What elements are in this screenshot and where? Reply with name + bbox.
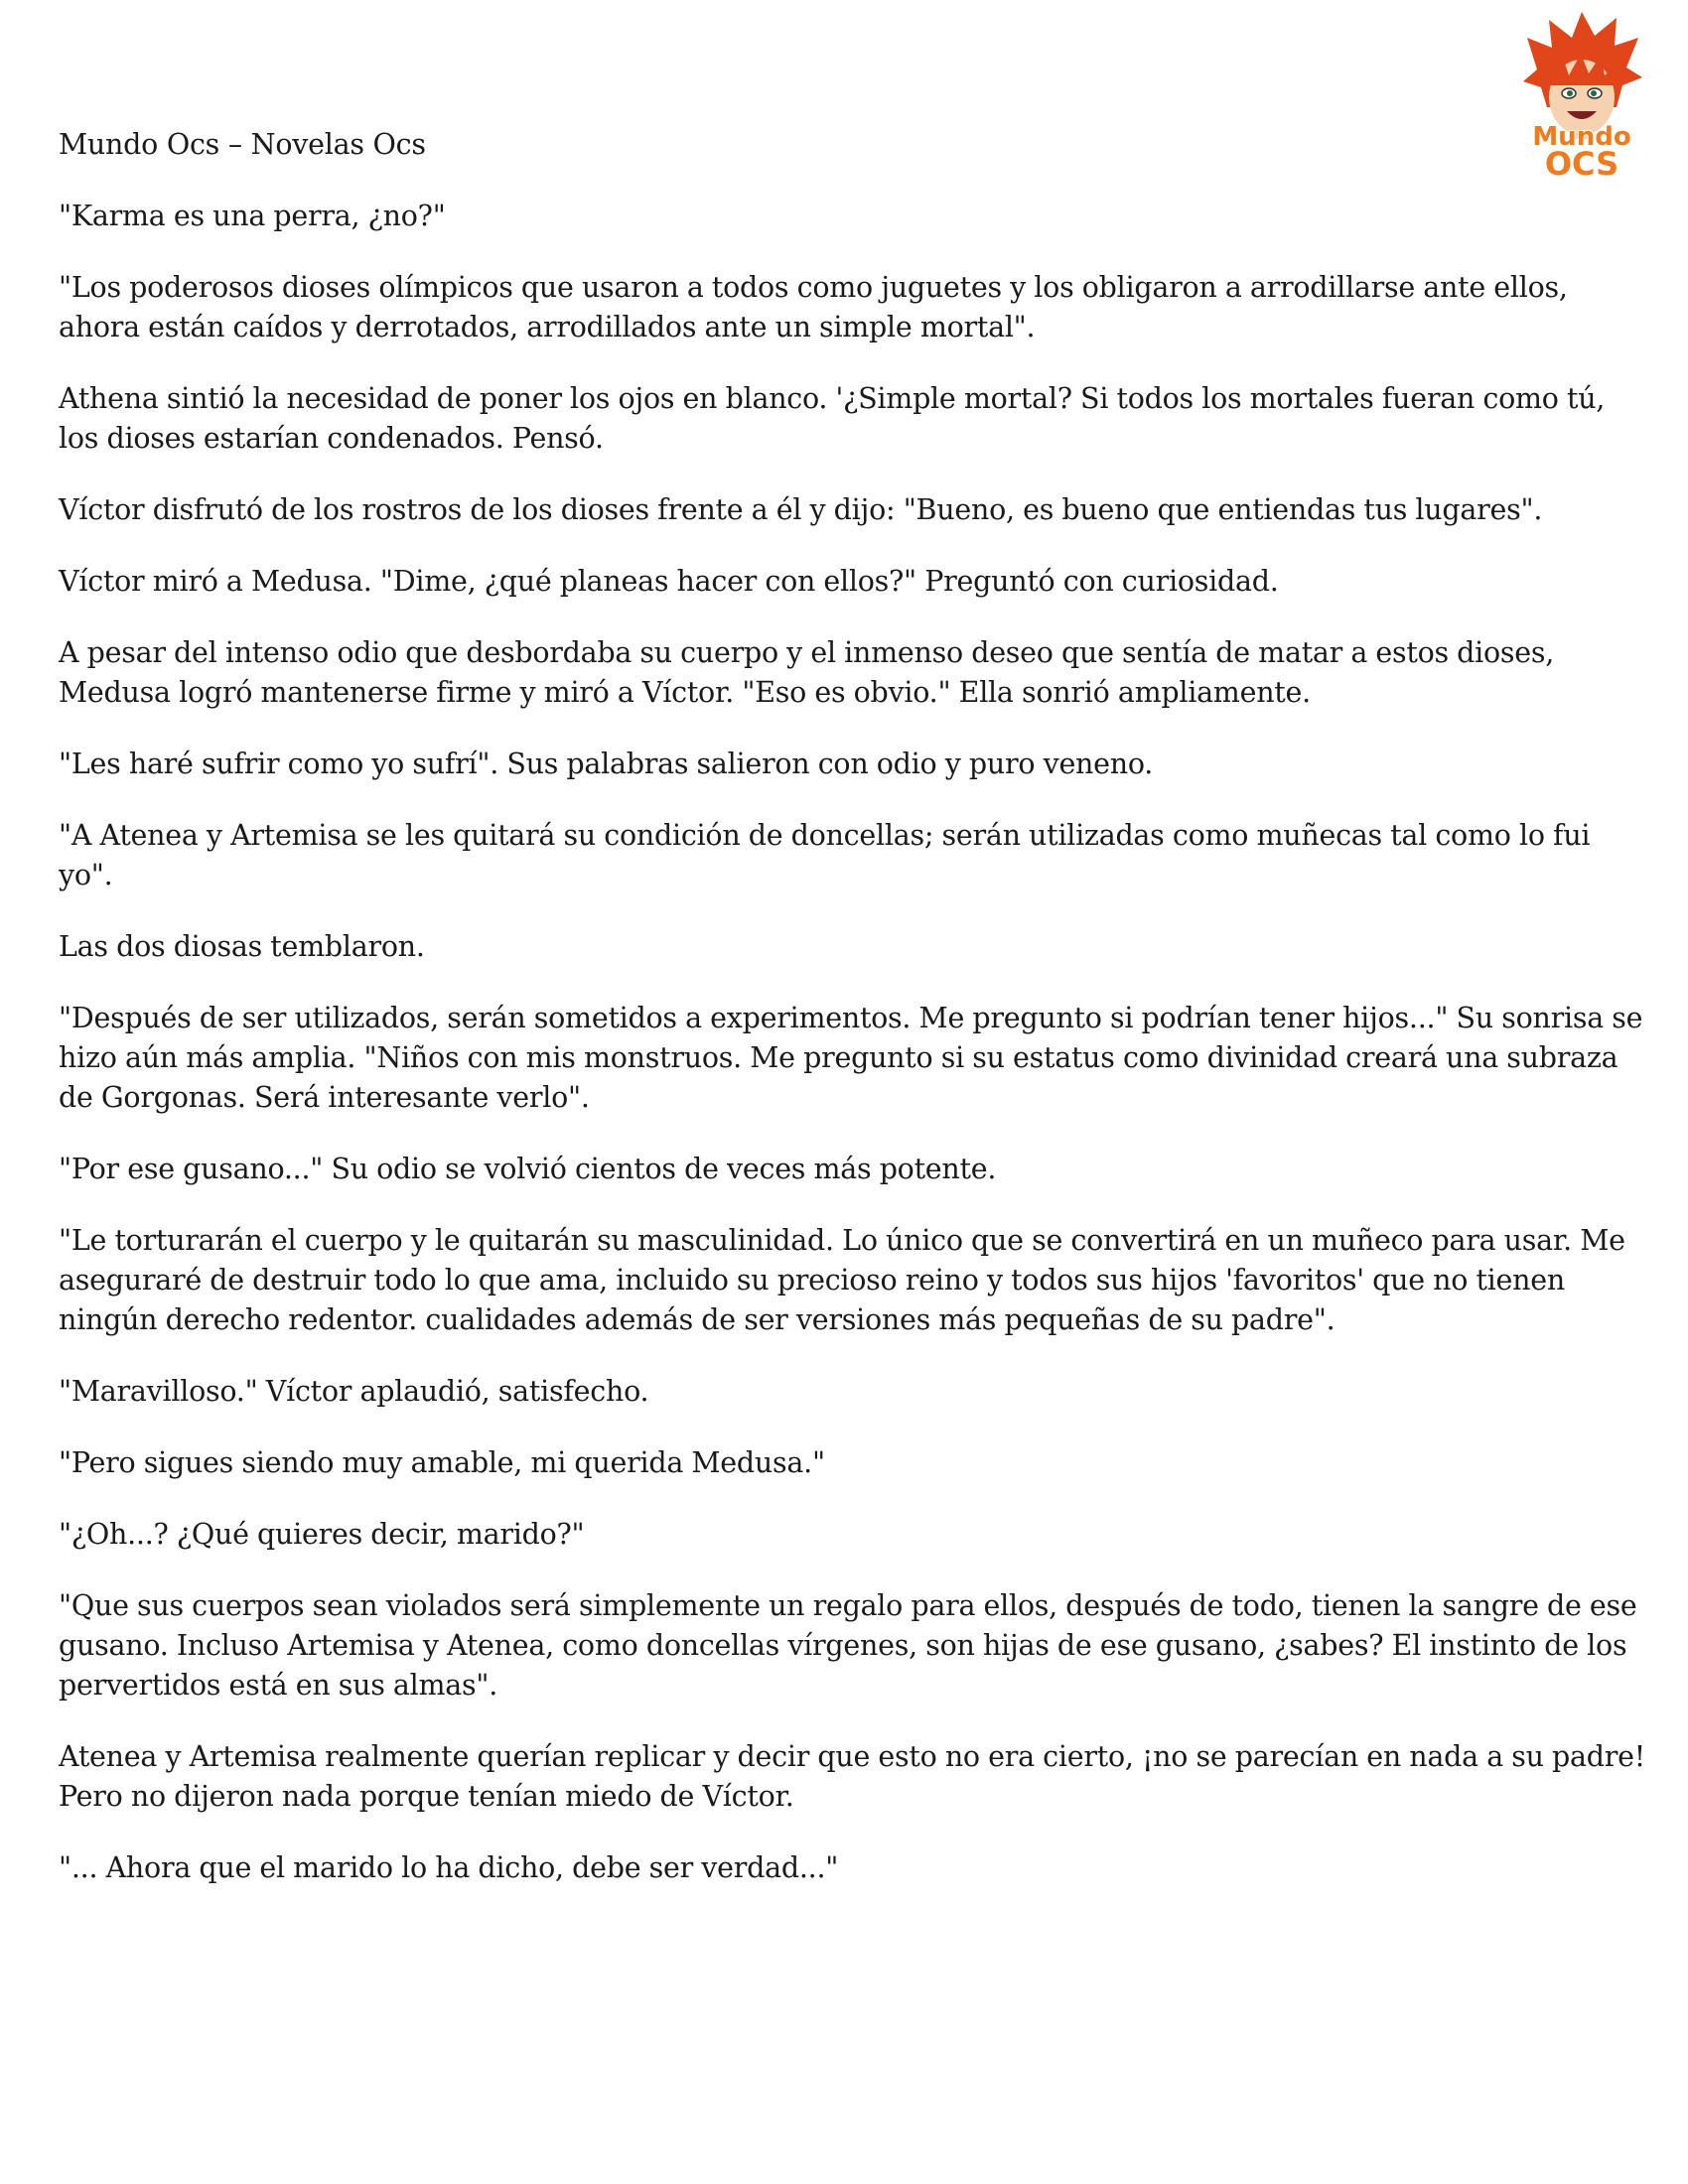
paragraph: A pesar del intenso odio que desbordaba su cuerpo y el inmenso deseo que sentía de matar a estos dioses, Medusa logró mantenerse firme y miró a Víctor. "Eso es obvio." Ella sonrió ampliamente. — [59, 636, 1555, 709]
paragraph: Las dos diosas temblaron. — [59, 930, 425, 963]
paragraph: "A Atenea y Artemisa se les quitará su condición de doncellas; serán utilizadas como muñecas tal como lo fui yo". — [59, 819, 1591, 891]
paragraph: "Por ese gusano..." Su odio se volvió cientos de veces más potente. — [59, 1153, 997, 1185]
logo-text-top: Mundo — [1532, 122, 1631, 152]
paragraph: "Que sus cuerpos sean violados será simplemente un regalo para ellos, después de todo, tienen la sangre de ese gusano. Incluso Artemisa y Atenea, como doncellas vírgenes, son hijas de ese gusano, ¿sabes? El instinto de los pervertidos está en sus almas". — [59, 1589, 1637, 1702]
paragraph: "Les haré sufrir como yo sufrí". Sus palabras salieron con odio y puro veneno. — [59, 748, 1154, 780]
paragraph: "... Ahora que el marido lo ha dicho, debe ser verdad..." — [59, 1851, 839, 1884]
paragraph: Atenea y Artemisa realmente querían replicar y decir que esto no era cierto, ¡no se parecían en nada a su padre! Pero no dijeron nada porque tenían miedo de Víctor. — [59, 1740, 1645, 1813]
paragraph: "Los poderosos dioses olímpicos que usaron a todos como juguetes y los obligaron a arrodillarse ante ellos, ahora están caídos y derrotados, arrodillados ante un simple mortal". — [59, 271, 1568, 343]
paragraph-list — [59, 197, 1647, 1888]
paragraph: "Le torturarán el cuerpo y le quitarán su masculinidad. Lo único que se convertirá en un muñeco para usar. Me aseguraré de destruir todo lo que ama, incluido su precioso reino y todos sus hijos 'favoritos' que no tienen ningún derecho redentor. cualidades además de ser versiones más pequeñas de su padre". — [59, 1224, 1625, 1336]
paragraph: Víctor miró a Medusa. "Dime, ¿qué planeas hacer con ellos?" Preguntó con curiosidad. — [59, 565, 1279, 598]
paragraph: "Maravilloso." Víctor aplaudió, satisfecho. — [59, 1375, 649, 1408]
paragraph: Athena sintió la necesidad de poner los ojos en blanco. '¿Simple mortal? Si todos los mortales fueran como tú, los dioses estarían condenados. Pensó. — [59, 382, 1606, 455]
paragraph: "¿Oh...? ¿Qué quieres decir, marido?" — [59, 1518, 585, 1551]
paragraph: "Después de ser utilizados, serán sometidos a experimentos. Me pregunto si podrían tener hijos..." Su sonrisa se hizo aún más amplia. "Niños con mis monstruos. Me pregunto si su estatus como divinidad creará una subraza de Gorgonas. Será interesante verlo". — [59, 1002, 1643, 1114]
paragraph: "Karma es una perra, ¿no?" — [59, 200, 446, 232]
document-body — [59, 125, 1647, 1920]
site-title: Mundo Ocs – Novelas Ocs — [59, 128, 426, 161]
paragraph: Víctor disfrutó de los rostros de los dioses frente a él y dijo: "Bueno, es bueno que entiendas tus lugares". — [59, 493, 1543, 526]
logo-text-bottom: OCS — [1544, 145, 1619, 182]
paragraph: "Pero sigues siendo muy amable, mi querida Medusa." — [59, 1446, 825, 1479]
